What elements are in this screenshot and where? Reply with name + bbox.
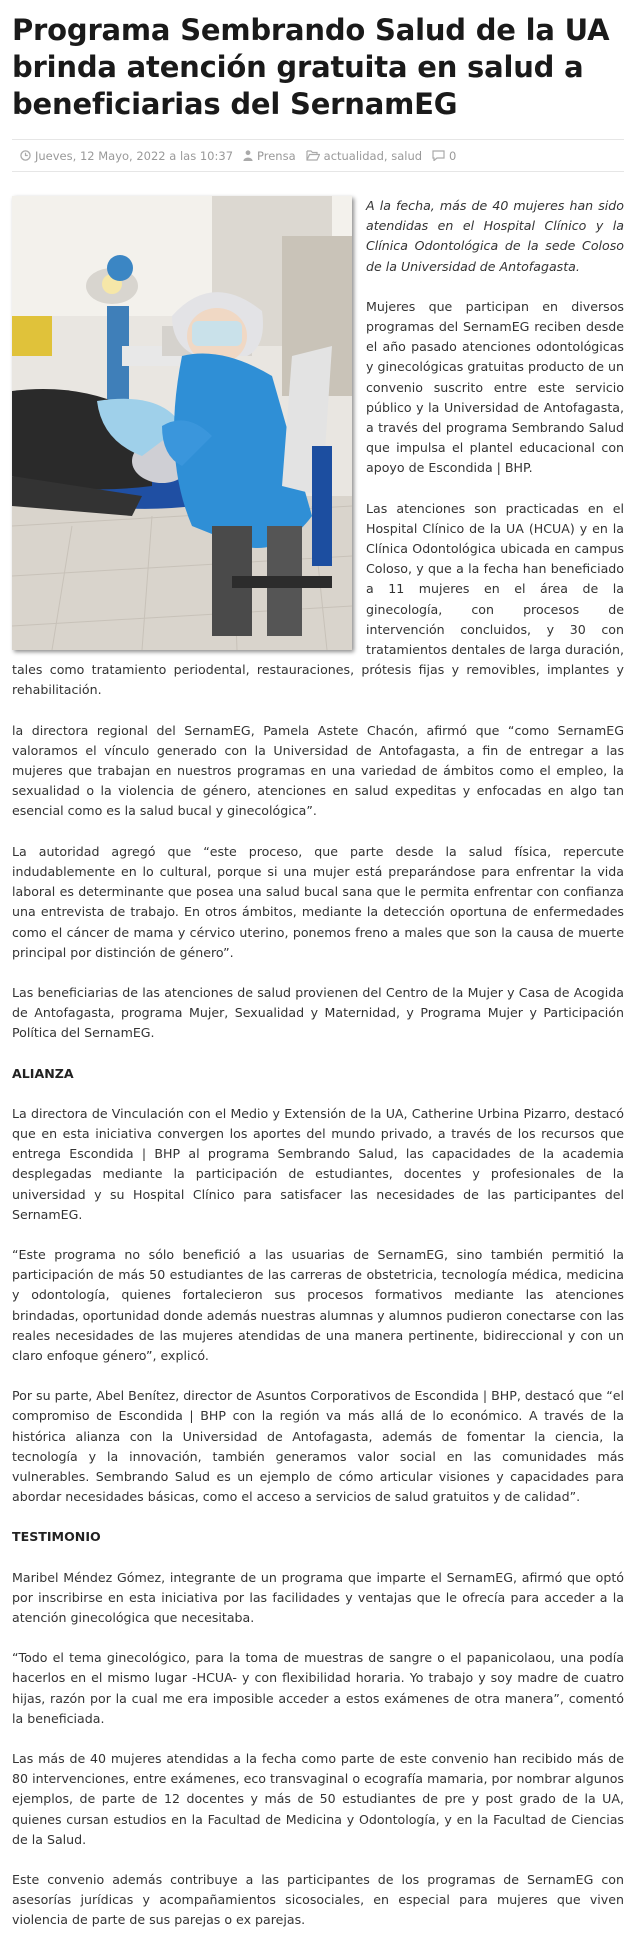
paragraph: Las atenciones son practicadas en el Hospital Clínico de la UA (HCUA) y en la Clínica Odontológica ubicada en campus Coloso, y que a la fecha han beneficiado a 11 mujeres en el área de la ginecología, con procesos de intervención concluidos, y 30 con tratamientos dentales de larga duración, tales como tratamiento periodental, restauraciones, prótesis fijas y removibles, implantes y rehabilitación. <box>12 500 624 698</box>
paragraph: Maribel Méndez Gómez, integrante de un programa que imparte el SernamEG, afirmó que optó por inscribirse en esta iniciativa por las facilidades y ventajas que le ofrecía para acceder a la atención ginecológica que necesitaba. <box>12 1569 624 1625</box>
user-icon <box>243 150 253 161</box>
category-link-salud[interactable]: salud <box>391 148 423 163</box>
author-link[interactable]: Prensa <box>257 148 296 163</box>
paragraph: Las beneficiarias de las atenciones de salud provienen del Centro de la Mujer y Casa de Acogida de Antofagasta, programa Mujer, Sexualidad y Maternidad, y Programa Mujer y Participación Política del SernamEG. <box>12 984 624 1041</box>
article-title: Programa Sembrando Salud de la UA brinda atención gratuita en salud a beneficiarias del SernamEG <box>12 13 610 121</box>
lead-paragraph: A la fecha, más de 40 mujeres han sido atendidas en el Hospital Clínico y la Clínica Odontológica de la sede Coloso de la Universidad de Antofagasta. <box>366 198 624 274</box>
article <box>12 0 624 1951</box>
paragraph: “Todo el tema ginecológico, para la toma de muestras de sangre o el papanicolaou, una podía hacerlos en el mismo lugar -HCUA- y con flexibilidad horaria. Yo trabajo y soy madre de cuatro hijas, razón por la cual me era imposible acceder a estos exámenes de otra manera”, comentó la beneficiada. <box>12 1650 624 1726</box>
paragraph: La autoridad agregó que “este proceso, que parte desde la salud física, repercute indudablemente en lo cultural, porque si una mujer está preparándose para enfrentar la vida laboral es determinante que posea una salud bucal sana que le permita enfrentar con confianza una entrevista de trabajo. En otros ámbitos, mediante la detección oportuna de enfermedades como el cáncer de mama y cérvico uterino, ponemos freno a males que son la causa de muerte principal por distinción de género”. <box>12 843 624 960</box>
paragraph: La directora de Vinculación con el Medio y Extensión de la UA, Catherine Urbina Pizarro, destacó que en esta iniciativa convergen los aportes del mundo privado, a través de los recursos que entrega Escondida | BHP al programa Sembrando Salud, las capacidades de la academia desplegadas mediante la participación de estudiantes, docentes y profesionales de la universidad y su Hospital Clínico para satisfacer las necesidades de las participantes del SernamEG. <box>12 1105 624 1222</box>
comments-count[interactable]: 0 <box>449 148 457 163</box>
date-meta <box>20 149 233 163</box>
clock-icon <box>20 150 31 161</box>
folder-open-icon <box>306 150 320 161</box>
paragraph: “Este programa no sólo benefició a las usuarias de SernamEG, sino también permitió la participación de más 50 estudiantes de las carreras de obstetricia, tecnología médica, medicina y odontología, quienes fortalecieron sus procesos formativos mediante las atenciones brindadas, oportunidad donde además nuestras alumnas y alumnos pudieron conectarse con las reales necesidades de las mujeres atendidas de una manera pertinente, bidireccional y con un claro enfoque género”, explicó. <box>12 1246 624 1363</box>
comments-meta[interactable] <box>432 149 456 163</box>
paragraph: Las más de 40 mujeres atendidas a la fecha como parte de este convenio han recibido más de 80 intervenciones, entre exámenes, eco transvaginal o ecografía mamaria, por nombrar algunos ejemplos, de parte de 12 docentes y más de 50 estudiantes de pre y post grado de la UA, quienes cursan estudios en la Facultad de Medicina y Odontología, y en la Facultad de Ciencias de la Salud. <box>12 1751 624 1847</box>
article-meta <box>12 139 624 172</box>
dental-clinic-photo <box>12 196 352 650</box>
paragraph: Por su parte, Abel Benítez, director de Asuntos Corporativos de Escondida | BHP, destacó que “el compromiso de Escondida | BHP con la región va más allá de lo económico. A través de la histórica alianza con la Universidad de Antofagasta, además de fomentar la ciencia, la tecnología y la innovación, también generamos valor social en las comunidades más vulnerables. Sembrando Salud es un ejemplo de cómo articular visiones y capacidades para abordar necesidades básicas, como el acceso a servicios de salud gratuitos y de calidad”. <box>12 1388 624 1505</box>
paragraph: la directora regional del SernamEG, Pamela Astete Chacón, afirmó que “como SernamEG valoramos el vínculo generado con la Universidad de Antofagasta, a fin de entregar a las mujeres que trabajan en nuestros programas en una variedad de ámbitos como el empleo, la sexualidad o la violencia de género, atenciones en salud expeditas y enfocadas en algo tan esencial como es la salud bucal y ginecológica”. <box>12 722 624 819</box>
paragraph: Mujeres que participan en diversos programas del SernamEG reciben desde el año pasado atenciones odontológicas y ginecológicas gratuitas producto de un convenio suscrito entre este servicio público y la Universidad de Antofagasta, a través del programa Sembrando Salud que impulsa el plantel educacional con apoyo de Escondida | BHP. <box>366 298 624 476</box>
categories-meta: actualidad , salud <box>306 149 422 163</box>
article-body <box>12 196 624 1931</box>
author-meta[interactable] <box>243 149 296 163</box>
comment-icon <box>432 150 445 161</box>
paragraph: Este convenio además contribuye a las participantes de los programas de SernamEG con asesorías jurídicas y acompañamientos sicosociales, en especial para mujeres que viven violencia de parte de sus parejas o ex parejas. <box>12 1872 624 1928</box>
article-date: Jueves, 12 Mayo, 2022 a las 10:37 <box>35 148 234 163</box>
category-link-actualidad[interactable]: actualidad <box>323 148 384 163</box>
section-heading-alianza: ALIANZA <box>12 1065 74 1081</box>
article-photo[interactable] <box>12 196 352 650</box>
section-heading-testimonio: TESTIMONIO <box>12 1529 101 1545</box>
